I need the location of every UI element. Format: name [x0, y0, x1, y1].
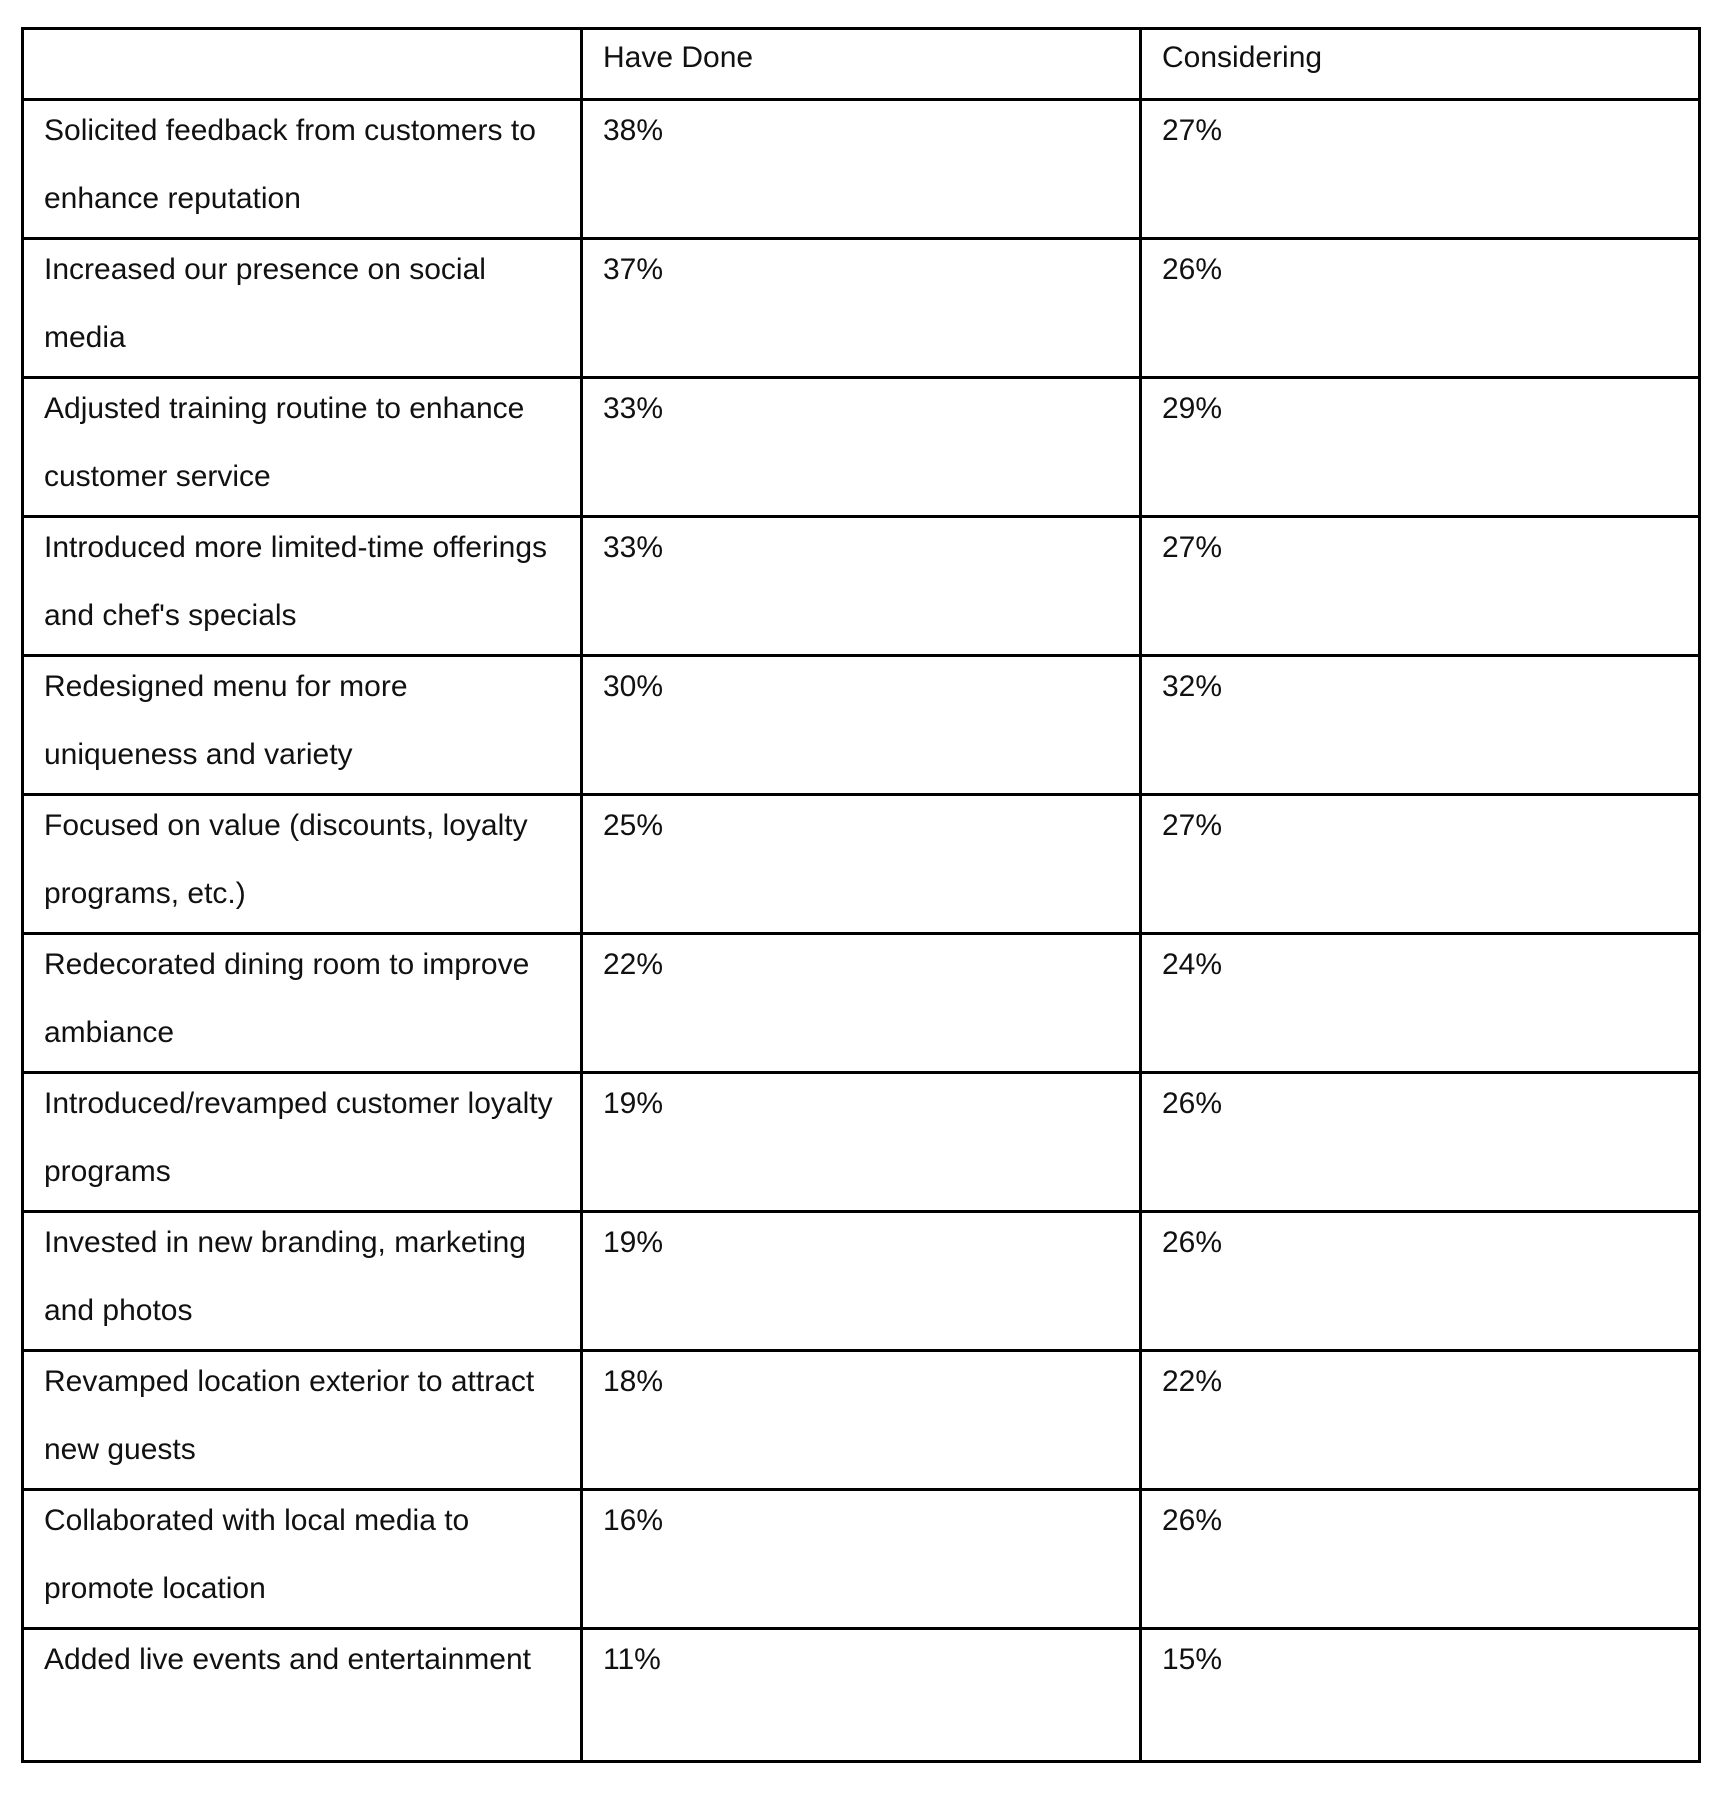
have-done-cell: [582, 1351, 1141, 1490]
row-label-text: Solicited feedback from customers to enhance reputation: [44, 114, 536, 215]
row-label-cell: [23, 934, 582, 1073]
considering-cell: [1141, 1351, 1700, 1490]
table-row: [23, 1629, 1700, 1762]
row-label-text: Focused on value (discounts, loyalty programs, etc.): [44, 809, 528, 910]
have-done-cell: [582, 239, 1141, 378]
table-row: [23, 100, 1700, 239]
have-done-cell: [582, 1490, 1141, 1629]
have-done-text: 19%: [603, 1087, 664, 1120]
survey-table: [21, 27, 1701, 1763]
row-label-text: Redesigned menu for more uniqueness and variety: [44, 670, 408, 771]
have-done-text: 33%: [603, 531, 664, 564]
have-done-text: 33%: [603, 392, 664, 425]
have-done-text: 18%: [603, 1365, 664, 1398]
row-label-cell: [23, 239, 582, 378]
considering-text: 27%: [1162, 531, 1223, 564]
have-done-cell: [582, 1073, 1141, 1212]
considering-cell: [1141, 1212, 1700, 1351]
have-done-cell: [582, 1629, 1141, 1762]
considering-cell: [1141, 656, 1700, 795]
have-done-cell: [582, 656, 1141, 795]
row-label-text: Introduced/revamped customer loyalty programs: [44, 1087, 553, 1188]
table-row: [23, 656, 1700, 795]
considering-cell: [1141, 1073, 1700, 1212]
considering-text: 29%: [1162, 392, 1223, 425]
table-row: [23, 1351, 1700, 1490]
considering-text: 26%: [1162, 1087, 1223, 1120]
row-label-text: Collaborated with local media to promote location: [44, 1504, 470, 1605]
have-done-text: 38%: [603, 114, 664, 147]
considering-cell: [1141, 1490, 1700, 1629]
row-label-text: Redecorated dining room to improve ambiance: [44, 948, 530, 1049]
have-done-cell: [582, 795, 1141, 934]
table-row: [23, 517, 1700, 656]
row-label-text: Added live events and entertainment: [44, 1643, 531, 1676]
considering-cell: [1141, 934, 1700, 1073]
considering-text: 22%: [1162, 1365, 1223, 1398]
row-label-cell: [23, 100, 582, 239]
considering-cell: [1141, 517, 1700, 656]
header-cell-considering: [1141, 29, 1700, 100]
considering-cell: [1141, 795, 1700, 934]
row-label-cell: [23, 1351, 582, 1490]
row-label-cell: [23, 517, 582, 656]
considering-text: 27%: [1162, 809, 1223, 842]
considering-text: 32%: [1162, 670, 1223, 703]
have-done-cell: [582, 517, 1141, 656]
header-label: Considering: [1162, 41, 1323, 74]
have-done-cell: [582, 378, 1141, 517]
considering-cell: [1141, 378, 1700, 517]
table-row: [23, 1490, 1700, 1629]
have-done-text: 37%: [603, 253, 664, 286]
have-done-text: 11%: [603, 1643, 661, 1676]
row-label-cell: [23, 1073, 582, 1212]
header-cell-empty: [23, 29, 582, 100]
considering-cell: [1141, 239, 1700, 378]
considering-cell: [1141, 100, 1700, 239]
have-done-cell: [582, 1212, 1141, 1351]
table-header-row: [23, 29, 1700, 100]
row-label-cell: [23, 1212, 582, 1351]
considering-text: 15%: [1162, 1643, 1223, 1676]
table-row: [23, 378, 1700, 517]
have-done-text: 22%: [603, 948, 664, 981]
have-done-cell: [582, 100, 1141, 239]
have-done-text: 19%: [603, 1226, 664, 1259]
row-label-cell: [23, 378, 582, 517]
considering-text: 24%: [1162, 948, 1223, 981]
row-label-text: Revamped location exterior to attract new guests: [44, 1365, 535, 1466]
header-label: Have Done: [603, 41, 754, 74]
row-label-cell: [23, 1490, 582, 1629]
table-row: [23, 1073, 1700, 1212]
row-label-cell: [23, 656, 582, 795]
have-done-text: 25%: [603, 809, 664, 842]
row-label-text: Adjusted training routine to enhance customer service: [44, 392, 525, 493]
table-row: [23, 795, 1700, 934]
considering-text: 26%: [1162, 253, 1223, 286]
row-label-cell: [23, 795, 582, 934]
have-done-text: 30%: [603, 670, 664, 703]
table-row: [23, 239, 1700, 378]
row-label-text: Introduced more limited-time offerings and chef's specials: [44, 531, 547, 632]
considering-text: 26%: [1162, 1226, 1223, 1259]
table-row: [23, 934, 1700, 1073]
have-done-cell: [582, 934, 1141, 1073]
row-label-text: Increased our presence on social media: [44, 253, 486, 354]
have-done-text: 16%: [603, 1504, 664, 1537]
considering-cell: [1141, 1629, 1700, 1762]
considering-text: 26%: [1162, 1504, 1223, 1537]
row-label-cell: [23, 1629, 582, 1762]
header-cell-have-done: [582, 29, 1141, 100]
considering-text: 27%: [1162, 114, 1223, 147]
row-label-text: Invested in new branding, marketing and photos: [44, 1226, 526, 1327]
table-row: [23, 1212, 1700, 1351]
